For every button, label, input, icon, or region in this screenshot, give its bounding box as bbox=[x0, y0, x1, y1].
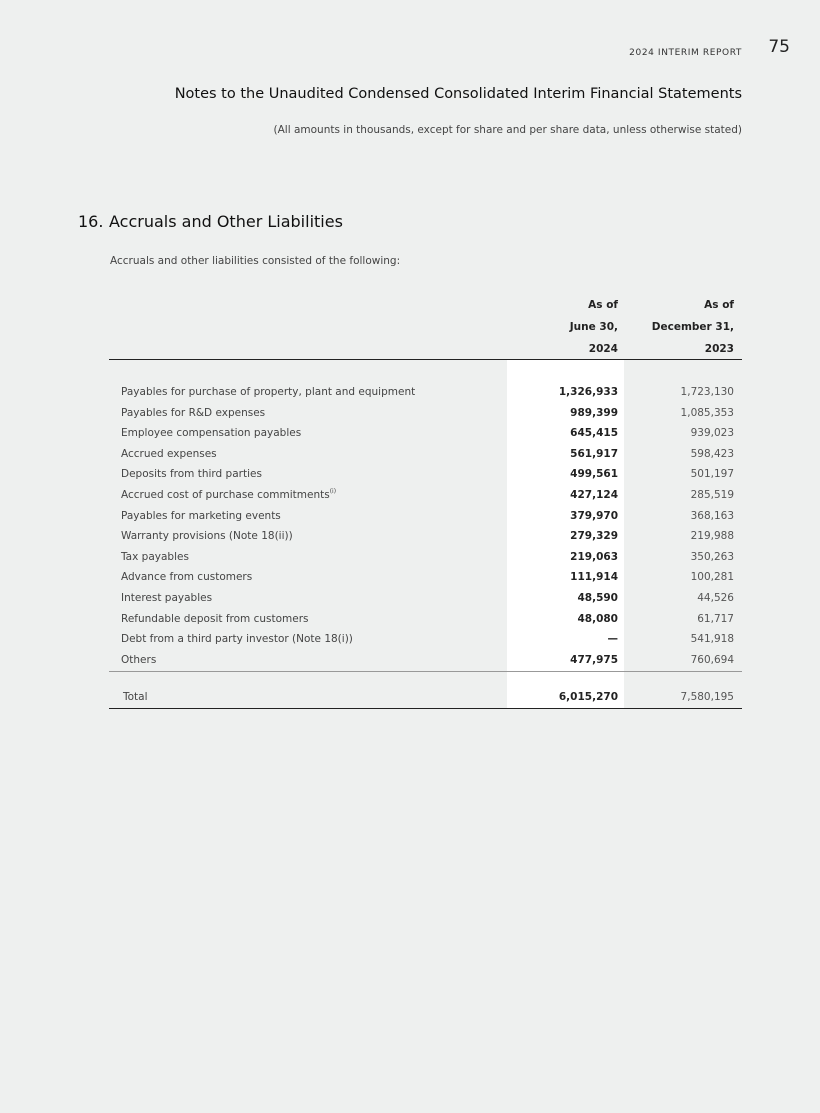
value-2024: 499,561 bbox=[570, 468, 618, 481]
col2-header-line: 2023 bbox=[704, 343, 734, 355]
value-2024: 379,970 bbox=[570, 509, 618, 522]
value-2024: 1,326,933 bbox=[558, 386, 618, 398]
table-row bbox=[109, 610, 742, 631]
row-label bbox=[121, 592, 212, 604]
value-2023: 219,988 bbox=[690, 530, 734, 543]
row-label bbox=[121, 510, 281, 522]
row-label bbox=[121, 654, 156, 666]
table-row bbox=[109, 651, 742, 673]
value-2023: 501,197 bbox=[690, 468, 734, 481]
total-row bbox=[109, 672, 742, 709]
value-2023: 939,023 bbox=[690, 427, 734, 440]
row-label-text: Payables for marketing events bbox=[121, 509, 281, 522]
value-2024: 48,080 bbox=[577, 612, 618, 625]
total-value-2024: 6,015,270 bbox=[558, 691, 618, 704]
col1-header-line: June 30, bbox=[569, 321, 618, 333]
section-title: Accruals and Other Liabilities bbox=[109, 212, 343, 231]
value-2024: 427,124 bbox=[570, 488, 618, 501]
value-2024: — bbox=[607, 633, 618, 646]
row-label-text: Warranty provisions (Note 18(ii)) bbox=[121, 530, 293, 543]
value-2023: 541,918 bbox=[690, 633, 734, 646]
table-row bbox=[109, 548, 742, 569]
col-header-june-2024 bbox=[570, 294, 618, 360]
table-row bbox=[109, 527, 742, 548]
table-row bbox=[109, 589, 742, 610]
col2-header-line: As of bbox=[704, 299, 734, 311]
col1-header-line: As of bbox=[588, 299, 618, 311]
row-label-text: Tax payables bbox=[121, 550, 189, 563]
row-label-text: Debt from a third party investor (Note 18(i)) bbox=[121, 633, 353, 646]
row-label bbox=[121, 427, 301, 439]
section-number: 16. bbox=[78, 212, 104, 231]
table-row bbox=[109, 568, 742, 589]
row-label-text: Payables for R&D expenses bbox=[121, 406, 266, 419]
value-2023: 1,723,130 bbox=[680, 386, 734, 398]
value-2023: 350,263 bbox=[690, 550, 734, 563]
table-row bbox=[109, 507, 742, 528]
col1-header-line: 2024 bbox=[588, 343, 618, 355]
total-value-2023: 7,580,195 bbox=[680, 691, 734, 704]
col-header-december-2023 bbox=[652, 294, 734, 360]
amounts-note: (All amounts in thousands, except for share and per share data, unless otherwise stated) bbox=[273, 124, 742, 136]
row-label bbox=[121, 448, 217, 460]
value-2024: 279,329 bbox=[570, 530, 618, 543]
value-2023: 368,163 bbox=[690, 509, 734, 522]
row-label-text: Employee compensation payables bbox=[121, 427, 302, 440]
row-label bbox=[121, 571, 252, 583]
table-row bbox=[109, 383, 742, 404]
row-label-text: Deposits from third parties bbox=[121, 468, 262, 481]
table-body bbox=[109, 383, 742, 672]
row-label-text: Advance from customers bbox=[121, 571, 253, 584]
row-label bbox=[121, 633, 353, 645]
row-label-text: Refundable deposit from customers bbox=[121, 612, 309, 625]
section-heading bbox=[78, 212, 343, 231]
value-2023: 285,519 bbox=[690, 488, 734, 501]
value-2023: 100,281 bbox=[690, 571, 734, 584]
value-2024: 111,914 bbox=[570, 571, 618, 584]
page-number: 75 bbox=[768, 37, 790, 57]
row-label bbox=[121, 468, 262, 480]
table-header bbox=[109, 294, 742, 360]
col2-header-line: December 31, bbox=[651, 321, 734, 333]
table-row bbox=[109, 445, 742, 466]
section-intro: Accruals and other liabilities consisted of the following: bbox=[110, 255, 401, 267]
row-label bbox=[121, 407, 265, 419]
total-label: Total bbox=[123, 691, 148, 704]
value-2024: 477,975 bbox=[570, 653, 618, 666]
notes-title: Notes to the Unaudited Condensed Consolidated Interim Financial Statements bbox=[174, 86, 742, 102]
value-2023: 760,694 bbox=[690, 653, 734, 666]
report-name: 2024 INTERIM REPORT bbox=[629, 48, 742, 58]
value-2024: 48,590 bbox=[577, 591, 618, 604]
table-row bbox=[109, 465, 742, 486]
value-2024: 645,415 bbox=[570, 427, 618, 440]
row-label bbox=[121, 530, 293, 542]
row-label bbox=[121, 613, 309, 625]
table-row bbox=[109, 424, 742, 445]
value-2023: 1,085,353 bbox=[680, 406, 734, 419]
value-2024: 219,063 bbox=[570, 550, 618, 563]
value-2023: 598,423 bbox=[690, 447, 734, 460]
row-label-text: Interest payables bbox=[121, 591, 213, 604]
value-2023: 61,717 bbox=[697, 612, 734, 625]
value-2023: 44,526 bbox=[697, 591, 734, 604]
row-label-text: Others bbox=[121, 653, 157, 666]
row-label bbox=[121, 489, 336, 501]
footnote-marker: (i) bbox=[329, 487, 337, 495]
value-2024: 561,917 bbox=[570, 447, 618, 460]
row-label bbox=[121, 551, 189, 563]
row-label-text: Payables for purchase of property, plant and equipment bbox=[121, 386, 416, 398]
table-row bbox=[109, 486, 742, 507]
value-2024: 989,399 bbox=[570, 406, 618, 419]
row-label bbox=[121, 386, 415, 398]
row-label-text: Accrued cost of purchase commitments bbox=[121, 488, 330, 501]
table-row bbox=[109, 630, 742, 651]
row-label-text: Accrued expenses bbox=[121, 447, 217, 460]
table-row bbox=[109, 404, 742, 425]
liabilities-table bbox=[109, 294, 742, 709]
